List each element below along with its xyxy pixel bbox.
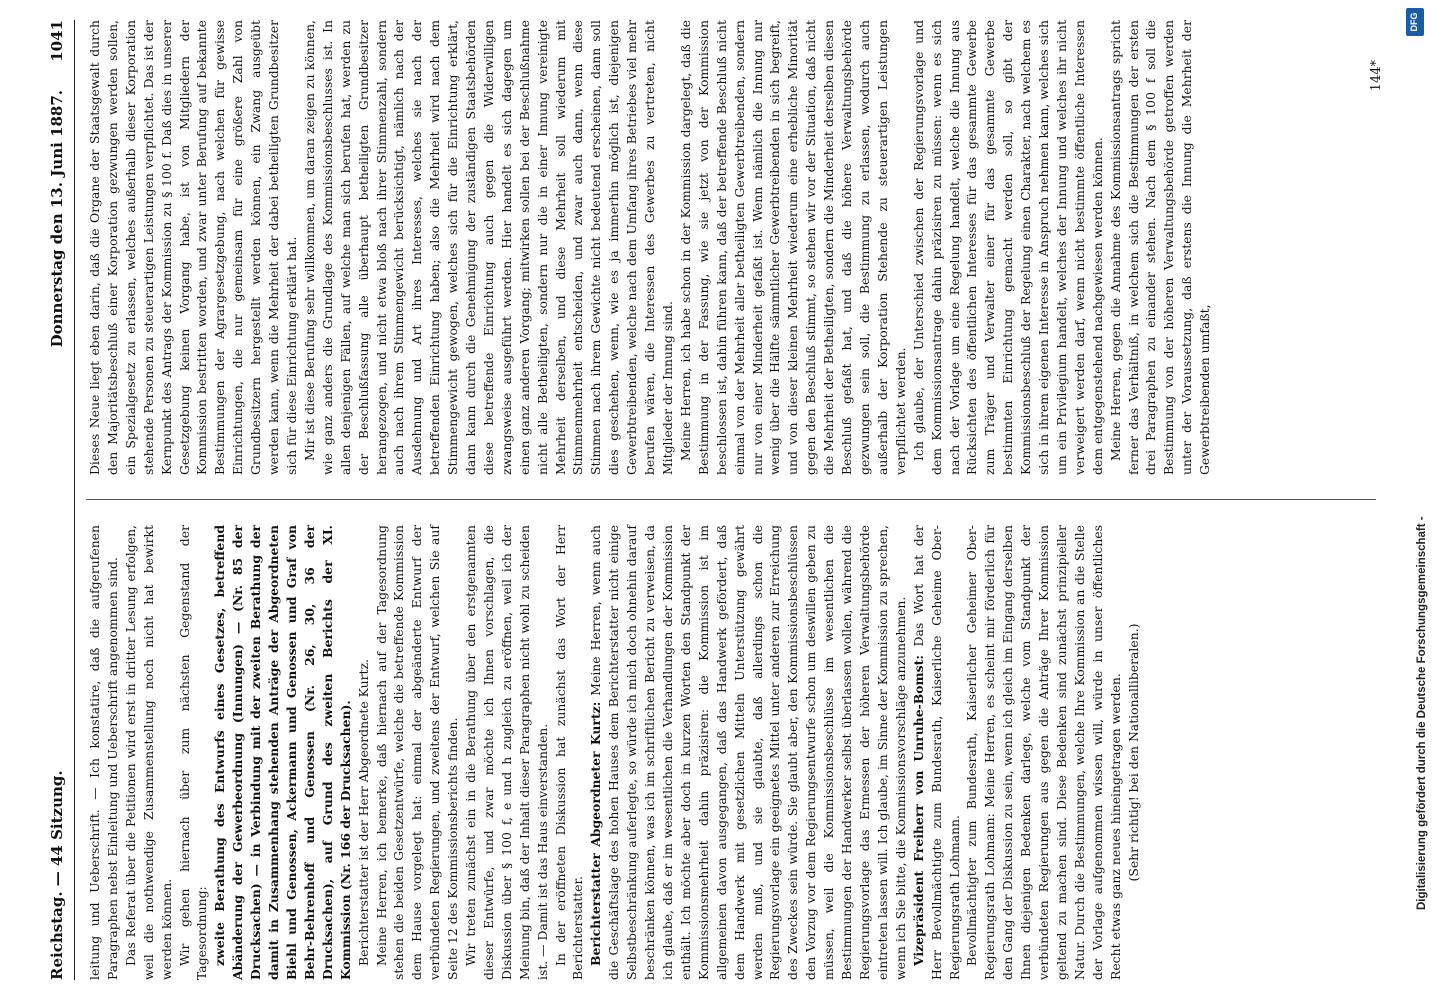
paragraph: Meine Herren, gegen die Annahme des Kommissionsantrags spricht ferner das Verhältniß, in welchem sich die Bestimmungen der ersten drei Paragraphen zu einander stehen. Nach dem § 100 f soll die Bestimmung von der höheren Verwaltungsbehörde getroffen werden unter der Voraussetzung, daß erstens die Innung die Mehrheit der Gewerbtreibenden umfaßt, [1107, 20, 1213, 475]
paragraph: Meine Herren, ich habe schon in der Kommission dargelegt, daß die Bestimmung in der Fassung, wie sie jetzt von der Kommission beschlossen ist, dahin führen kann, daß der betreffende Beschluß nicht einmal von der Mehrheit aller betheiligten Gewerbtreibenden, sondern nur von einer Minderheit gefaßt ist. Wenn nämlich die Innung nur wenig über die Hälfte sämmtlicher Gewerbtreibenden in sich begreift, und von dieser kleinen Mehrheit wiederum eine erhebliche Minorität gegen den Beschluß stimmt, so stehen wir vor der Situation, daß nicht die Mehrheit der Betheiligten, sondern die Minderheit derselben diesen Beschluß gefaßt hat, und daß die höhere Verwaltungsbehörde gezwungen sein soll, die Bestimmung zu erlassen, wodurch auch außerhalb der Korporation Stehende zu steuerartigen Leistungen verpflichtet werden. [677, 20, 908, 475]
paragraph: Ich glaube, der Unterschied zwischen der Regierungsvorlage und dem Kommissionsantrage dahin präzisiren zu müssen: wenn es sich nach der Vorlage um eine Regelung handelt, welche die Innung aus Rücksichten des öffentlichen Interesses für das gesammte Gewerbe zum Träger und Verwalter einer für das gesammte Gewerbe bestimmten Einrichtung gemacht werden soll, so gibt der Kommissionsbeschluß der Regelung einen Charakter, nach welchem es sich in ihrem eigenen Interesse in Anspruch nehmen kann, welches sich um ein Privilegium handelt, welches der Innung und welches ihr nicht verweigert werden darf, wenn nicht bestimmte öffentliche Interessen dem entgegenstehend nachgewiesen werden können. [910, 20, 1105, 475]
speech-lohmann: Bevollmächtigter zum Bundesrath, Kaiserlicher Geheimer Ober-Regierungsrath Lohmann: Meine Herren, es scheint mir förderlich für den Gang der Diskussion zu sein, wenn ich gleich im Eingang derselben Ihnen diejenigen Bedenken darlege, welche vom Standpunkt der verbündeten Regierungen aus gegen die Anträge Ihrer Kommission geltend zu machen sind. Diese Bedenken sind zunächst prinzipieller Natur. Durch die Bestimmungen, welche Ihre Kommission an die Stelle der Vorlage aufgenommen wissen will, würde in unser öffentliches Recht etwas ganz neues hineingetragen werden. [964, 525, 1123, 980]
sheet-number: 144* [1369, 60, 1384, 92]
dfg-logo-text: DFG [1409, 12, 1419, 32]
paragraph: Wir gehen hiernach über zum nächsten Gegenstand der Tagesordnung: [176, 525, 210, 980]
paragraph: Berichterstatter ist der Herr Abgeordnete Kurtz. [355, 658, 371, 966]
agenda-item: zweite Berathung des Entwurfs eines Gesetzes, betreffend Abänderung der Gewerbeordnung (Innungen) — (Nr. 85 der Drucksachen) — in Verbindung mit der zweiten Berathung der damit in Zusammenhang stehenden Anträge der Abgeordneten Biehl und Genossen, Ackermann und Genossen und Graf von Behr-Behrenhoff und Genossen (Nr. 26, 30, 36 der Drucksachen), auf Grund des zweiten Berichts der XI. Kommission (Nr. 166 der Drucksachen). [212, 525, 353, 980]
column-divider [86, 499, 1376, 500]
header-date: Donnerstag den 13. Juni 1887. [48, 90, 66, 348]
paragraph: Mir ist diese Berufung sehr willkommen, um daran zeigen zu können, wie ganz anders die Grundlage des Kommissionsbeschlusses ist. In allen denjenigen Fällen, auf welche man sich berufen hat, werden zu der Beschlußfassung alle überhaupt betheiligten Grundbesitzer herangezogen, und nicht etwa bloß nach ihrer Stimmenzahl, sondern auch nach ihrem Stimmengewicht berücksichtigt, nämlich nach der Ausdehnung und Art ihres Interesses, welches sie nach der betreffenden Einrichtung haben; also die Mehrheit wird nach dem Stimmengewicht gewogen, welches sich für die Einrichtung erklärt, dann kann durch die Genehmigung der zuständigen Staatsbehörden diese betreffende Einrichtung auch gegen die Widerwilligen zwangsweise ausgeführt werden. Hier handelt es sich dagegen um einen ganz anderen Vorgang; mitwirken sollen bei der Beschlußnahme nicht alle Betheiligten, sondern nur die in einer Innung vereinigte Mehrheit derselben, und diese Mehrheit soll wiederum mit Stimmenmehrheit entscheiden, und zwar auch dann, wenn diese Stimmen nach ihrem Gewichte nicht bedeutend erscheinen, dann soll dies geschehen, wenn, wie es ja immerhin möglich ist, diejenigen Gewerbtreibenden, welche nach dem Umfang ihres Betriebes viel mehr berufen wären, die Interessen des Gewerbes zu vertreten, nicht Mitglieder der Innung sind. [301, 20, 675, 475]
paragraph: leitung und Ueberschrift. — Ich konstatire, daß die aufgerufenen Paragraphen nebst Einleitung und Ueberschrift angenommen sind. [87, 525, 120, 980]
header-publication: Reichstag. — 44 Sitzung. [48, 770, 66, 980]
paragraph: Wir treten zunächst ein in die Berathung über den erstgenannten dieser Entwürfe, und zwar möchte ich Ihnen vorschlagen, die Diskussion über § 100 f, e und h zugleich zu eröffnen, weil ich der Meinung bin, daß der Inhalt dieser Paragraphen nicht wohl zu scheiden ist. — Damit ist das Haus einverstanden. [463, 525, 550, 980]
page-header [40, 20, 75, 980]
right-column [86, 20, 1214, 475]
speech-unruhe: Vizepräsident Freiherr von Unruhe-Bomst: Das Wort hat der Herr Bevollmächtigte zum Bundesrath, Kaiserliche Geheime Ober-Regierungsrath Lohmann. [910, 525, 962, 980]
paragraph: Das Referat über die Petitionen wird erst in dritter Lesung erfolgen, weil die nothwendige Zusammenstellung noch nicht hat bewirkt werden können. [122, 525, 174, 980]
speaker-name: Berichterstatter Abgeordneter Kurtz: [588, 701, 604, 966]
interjection: (Sehr richtig! bei den Nationalliberalen.) [1125, 623, 1141, 882]
rotated-page [40, 20, 1392, 980]
paragraph: Dieses Neue liegt eben darin, daß die Organe der Staatsgewalt durch den Majoritätsbeschluß einer Korporation gezwungen werden sollen, ein Spezialgesetz zu erlassen, welches außerhalb dieser Korporation stehende Personen zu steuerartigen Leistungen verpflichtet. Das ist der Kernpunkt des Antrags der Kommission zu § 100 f. Daß dies in unserer Gesetzgebung keinen Vorgang habe, ist von Mitgliedern der Kommission bestritten worden, und zwar unter Berufung auf bekannte Bestimmungen der Agrargesetzgebung, nach welchen für gewisse Einrichtungen, die nur gemeinsam für eine größere Zahl von Grundbesitzern hergestellt werden können, ein Zwang ausgeübt werden kann, wenn die Mehrheit der dabei betheiligten Grundbesitzer sich für diese Einrichtung erklärt hat. [87, 20, 299, 475]
digitization-credit [1406, 0, 1426, 1000]
paragraph: In der eröffneten Diskussion hat zunächst das Wort der Herr Berichterstatter. [552, 525, 586, 980]
speech-kurtz: Berichterstatter Abgeordneter Kurtz: Meine Herren, wenn auch die Geschäftslage des hohen Hauses dem Berichterstatter nicht einige Selbstbeschränkung auferlegte, so würde ich mich doch ohnehin darauf beschränken können, was ich im schriftlichen Bericht zu verweisen, da ich glaube, daß er im wesentlichen die Verhandlungen der Kommission enthält. Ich möchte aber doch in kurzen Worten den Standpunkt der Kommissionsmehrheit dahin präzisiren: die Kommission ist im allgemeinen davon ausgegangen, daß das Handwerk gefördert, daß dem Handwerk mit gesetzlichen Mitteln Unterstützung gewährt werden muß, und sie glaubte, daß allerdings schon die Regierungsvorlage ein geeignetes Mittel unter anderen zur Erreichung des Zweckes sein würde. Sie glaubt aber, den Kommissionsbeschlüssen den Vorzug vor dem Regierungsentwurfe schon um deswillen geben zu müssen, weil die Kommissionsbeschlüsse im wesentlichen die Bestimmungen der Handwerker selbst überlassen wollen, während die Regierungsvorlage das Ermessen der höheren Verwaltungsbehörde eintreten lassen will. Ich glaube, im Sinne der Kommission zu sprechen, wenn ich Sie bitte, die Kommissionsvorschläge anzunehmen. [588, 525, 908, 980]
speaker-name: Vizepräsident Freiherr von Unruhe-Bomst: [910, 655, 926, 966]
page-number: 1041 [48, 20, 66, 62]
credit-text: Digitalisierung gefördert durch die Deutsche Forschungsgemeinschaft - [1416, 516, 1428, 910]
paragraph: Meine Herren, ich bemerke, daß hiernach auf der Tagesordnung stehen die beiden Gesetzentwürfe, welche die betreffende Kommission dem Hause vorgelegt hat: einmal der abgeänderte Entwurf der verbündeten Regierungen, und zweitens der Entwurf, welchen Sie auf Seite 12 des Kommissionsberichts finden. [373, 525, 461, 980]
left-column [86, 525, 1142, 980]
